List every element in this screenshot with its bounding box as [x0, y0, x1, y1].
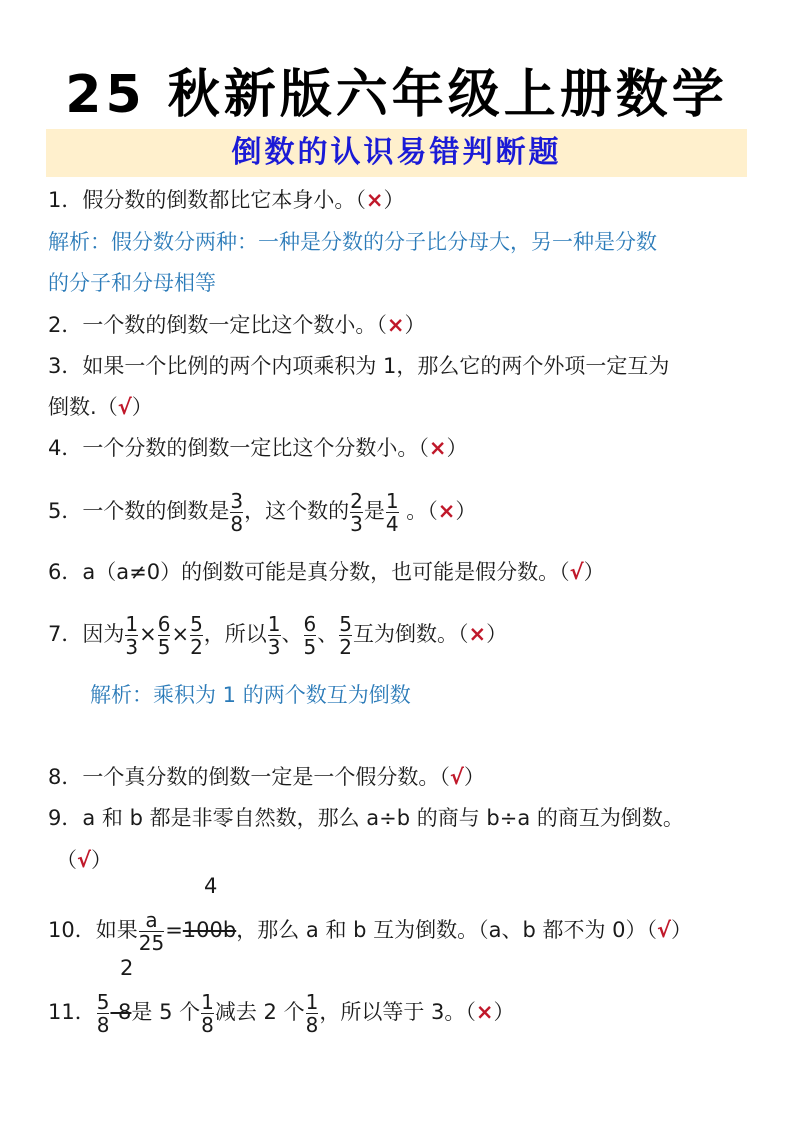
question-text: 倒数.	[48, 395, 97, 419]
paren-open: （	[96, 395, 118, 419]
question-text: ，那么 a 和 b 互为倒数。（a、b 都不为 0）	[236, 918, 647, 942]
paren-open: （	[376, 313, 387, 337]
separator: 、	[317, 622, 339, 646]
question-3	[48, 351, 669, 381]
numerator: 5	[190, 611, 203, 636]
paren-close: ）	[383, 188, 405, 212]
fraction	[139, 909, 164, 954]
fraction	[304, 613, 317, 658]
question-number: 9．	[48, 806, 83, 830]
question-text: 因为	[82, 622, 125, 646]
fraction	[125, 613, 138, 658]
check-mark-icon: √	[77, 848, 92, 872]
paren-open: （	[439, 765, 450, 789]
question-text: 一个数的倒数是	[82, 499, 230, 523]
question-text: 。	[399, 499, 428, 523]
check-mark-icon: √	[569, 560, 584, 584]
separator: 、	[281, 622, 303, 646]
question-11	[48, 987, 514, 1037]
cross-mark-icon: ×	[475, 1000, 494, 1024]
numerator: 1	[201, 989, 214, 1014]
cross-mark-icon: ×	[386, 313, 405, 337]
check-mark-icon: √	[117, 395, 132, 419]
denominator: 2	[339, 634, 352, 659]
stray-numerator: 4	[204, 874, 218, 898]
question-number: 8．	[48, 765, 83, 789]
fraction	[190, 613, 203, 658]
question-number: 1．	[48, 188, 83, 212]
fraction	[386, 490, 399, 535]
denominator: 4	[385, 511, 399, 536]
question-7	[48, 609, 507, 659]
denominator: 3	[125, 634, 139, 659]
question-text: 一个真分数的倒数一定是一个假分数。	[82, 765, 440, 789]
question-text: 是	[363, 499, 385, 523]
denominator: 8	[201, 1012, 214, 1037]
question-text: 如果	[95, 918, 138, 942]
denominator: 8	[96, 1012, 110, 1037]
fraction	[306, 991, 319, 1036]
question-number: 10．	[48, 918, 96, 942]
question-number: 11．	[48, 1000, 96, 1024]
denominator: 8	[230, 511, 244, 536]
fraction	[97, 991, 110, 1036]
subtitle: 倒数的认识易错判断题	[231, 135, 562, 170]
question-number: 6．	[48, 560, 83, 584]
question-6	[48, 557, 605, 587]
denominator: 2	[190, 634, 203, 659]
question-text: ，所以等于 3。	[319, 1000, 466, 1024]
fraction	[201, 991, 214, 1036]
question-text: 互为倒数。	[353, 622, 458, 646]
cross-mark-icon: ×	[365, 188, 384, 212]
question-number: 3．	[48, 354, 83, 378]
question-text: 是 5 个	[131, 1000, 201, 1024]
fraction	[158, 613, 171, 658]
numerator: 3	[230, 488, 244, 513]
question-text: ，所以	[203, 622, 267, 646]
struck-denominator: -8	[110, 1000, 132, 1024]
times-sign: ×	[171, 622, 190, 646]
cross-mark-icon: ×	[437, 499, 456, 523]
cross-mark-icon: ×	[428, 436, 447, 460]
question-text: ，这个数的	[244, 499, 350, 523]
paren-close: ）	[493, 1000, 515, 1024]
stray-numerator: 2	[120, 956, 134, 980]
numerator: 1	[125, 611, 139, 636]
denominator: 3	[350, 511, 363, 536]
struck-denominator: 100b	[182, 918, 237, 942]
numerator: 1	[267, 611, 281, 636]
question-text: 假分数的倒数都比它本身小。	[82, 188, 356, 212]
question-number: 5．	[48, 499, 83, 523]
question-number: 4．	[48, 436, 83, 460]
question-number: 7．	[48, 622, 83, 646]
fraction	[268, 613, 281, 658]
paren-open: （	[646, 918, 658, 942]
paren-close: ）	[446, 436, 468, 460]
paren-close: ）	[486, 622, 508, 646]
numerator: 5	[96, 989, 110, 1014]
page-title: 25 秋新版六年级上册数学	[65, 65, 728, 125]
times-sign: ×	[139, 622, 157, 646]
denominator: 8	[305, 1012, 319, 1037]
question-text: a 和 b 都是非零自然数，那么 a÷b 的商与 b÷a 的商互为倒数。	[82, 806, 684, 830]
question-2	[48, 310, 425, 340]
paren-open: （	[355, 188, 366, 212]
numerator: 5	[339, 611, 352, 636]
question-1	[48, 185, 404, 215]
subtitle-banner	[46, 129, 747, 177]
paren-close: ）	[463, 765, 485, 789]
numerator: 1	[305, 989, 319, 1014]
analysis-1-line-1: 解析：假分数分两种：一种是分数的分子比分母大，另一种是分数	[48, 230, 657, 254]
question-4	[48, 433, 467, 463]
question-text: a（a≠0）的倒数可能是真分数，也可能是假分数。	[82, 560, 560, 584]
question-text: 如果一个比例的两个内项乘积为 1，那么它的两个外项一定互为	[82, 354, 670, 378]
denominator: 25	[138, 930, 165, 955]
fraction	[339, 613, 352, 658]
check-mark-icon: √	[449, 765, 464, 789]
paren-close: ）	[91, 848, 113, 872]
question-5	[48, 486, 476, 536]
question-text: 一个分数的倒数一定比这个分数小。	[82, 436, 419, 460]
paren-close: ）	[583, 560, 605, 584]
question-9	[48, 803, 684, 833]
question-text: 减去 2 个	[214, 1000, 305, 1024]
paren-open: （	[418, 436, 429, 460]
question-8	[48, 762, 485, 792]
numerator: a	[145, 907, 158, 932]
paren-close: ）	[131, 395, 153, 419]
analysis-7: 解析：乘积为 1 的两个数互为倒数	[90, 683, 411, 707]
paren-open: （	[56, 848, 77, 872]
paren-close: ）	[404, 313, 426, 337]
question-text: 一个数的倒数一定比这个数小。	[82, 313, 377, 337]
question-10	[48, 905, 692, 955]
numerator: 6	[303, 611, 317, 636]
numerator: 6	[157, 611, 171, 636]
denominator: 5	[303, 634, 317, 659]
denominator: 5	[157, 634, 171, 659]
equals-sign: =	[165, 918, 183, 942]
question-9-cont	[56, 845, 112, 875]
fraction	[350, 490, 363, 535]
analysis-1-line-2: 的分子和分母相等	[48, 271, 216, 295]
numerator: 1	[385, 488, 399, 513]
fraction	[230, 490, 243, 535]
question-number: 2．	[48, 313, 83, 337]
paren-open: （	[458, 622, 469, 646]
cross-mark-icon: ×	[468, 622, 487, 646]
paren-close: ）	[455, 499, 477, 523]
paren-open: （	[465, 1000, 476, 1024]
check-mark-icon: √	[657, 918, 672, 942]
question-3-cont	[48, 392, 153, 422]
denominator: 3	[267, 634, 281, 659]
numerator: 2	[350, 488, 363, 513]
paren-open: （	[427, 499, 438, 523]
paren-close: ）	[671, 918, 693, 942]
paren-open: （	[559, 560, 570, 584]
